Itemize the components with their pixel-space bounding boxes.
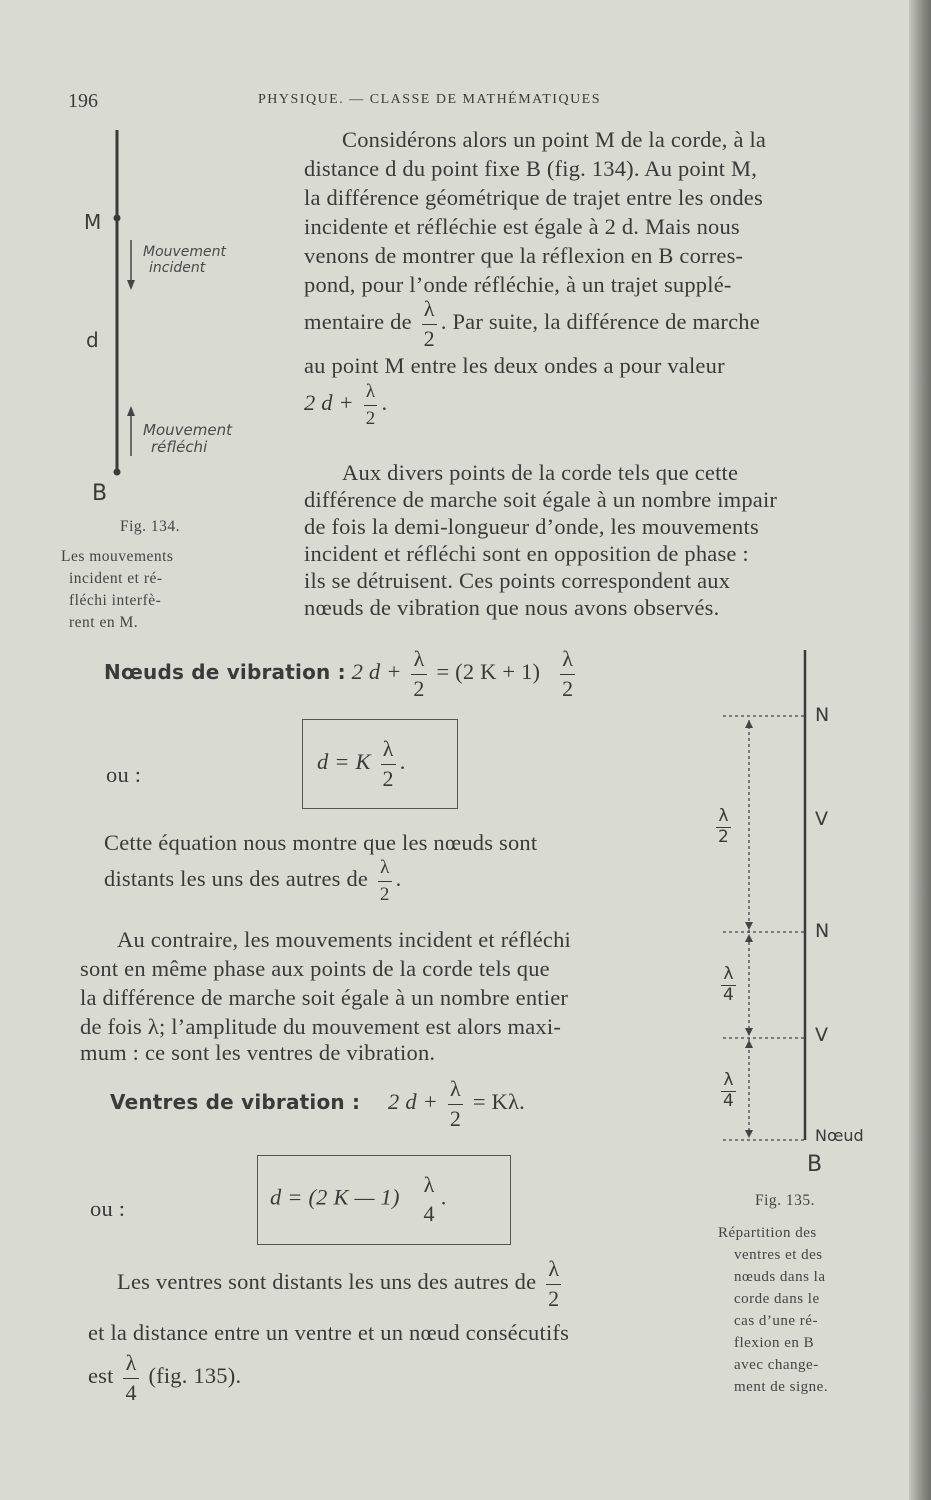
- reflected-label: [143, 422, 232, 457]
- caption-line: ment de signe.: [734, 1379, 829, 1395]
- fig135-label-b: B: [807, 1152, 823, 1177]
- boxed-eq2-end: .: [440, 1184, 447, 1210]
- text-line: et la distance entre un ventre et un nœud consécutifs: [88, 1320, 570, 1345]
- denominator: 4: [423, 1201, 435, 1226]
- fig135-label-node: Nœud: [815, 1126, 864, 1145]
- ventres-equation-left: 2 d +: [388, 1089, 438, 1115]
- text-line: sont en même phase aux points de la corde tels que: [80, 956, 550, 981]
- denominator: 4: [723, 1091, 734, 1111]
- text-fragment: (fig. 135).: [148, 1363, 242, 1389]
- text-line: ils se détruisent. Ces points correspondent aux: [304, 568, 731, 593]
- caption-line: ventres et des: [734, 1247, 823, 1263]
- boxed-eq2-lhs: d = (2 K — 1): [270, 1184, 400, 1210]
- fig135-label-v1: V: [815, 808, 828, 830]
- text-line: Cette équation nous montre que les nœuds sont: [104, 830, 538, 855]
- label-d: d: [86, 328, 99, 352]
- text-fragment: .: [395, 866, 402, 892]
- fraction-lambda-over-2: [378, 858, 392, 904]
- ventres-equation: [110, 1078, 525, 1130]
- equation-box-2: [257, 1155, 511, 1245]
- text-fragment: distants les uns des autres de: [104, 866, 369, 892]
- dimension-arrowhead: [745, 922, 753, 930]
- denominator: 2: [449, 1106, 462, 1131]
- text-line: Au contraire, les mouvements incident et réfléchi: [117, 927, 572, 952]
- numerator: λ: [413, 646, 425, 671]
- nodes-equation-left: 2 d +: [351, 659, 402, 685]
- fig135-label-n2: N: [815, 920, 830, 942]
- fig135-label-n1: N: [815, 704, 830, 726]
- denominator: 4: [125, 1380, 137, 1405]
- denominator: 2: [562, 676, 574, 701]
- text-line-with-fraction: [104, 858, 401, 904]
- text-line: de fois la demi-longueur d’onde, les mouvements: [304, 514, 759, 539]
- fraction-lambda-over-2: [381, 738, 396, 790]
- boxed-equation-2: [270, 1174, 447, 1225]
- caption-line: Répartition des: [718, 1225, 817, 1241]
- incident-label-line: incident: [149, 260, 206, 277]
- fraction-lambda-over-4: [721, 966, 736, 1004]
- equation-line: [304, 382, 387, 428]
- fraction-lambda-over-2: [716, 808, 731, 846]
- numerator: λ: [380, 857, 390, 878]
- dimension-arrowhead: [745, 1040, 753, 1048]
- nodes-equation-mid: = (2 K + 1): [436, 659, 541, 685]
- fig135-dim-lambda-over-2: [716, 808, 731, 846]
- dimension-arrowhead: [745, 1028, 753, 1036]
- denominator: 2: [378, 881, 392, 904]
- denominator: 4: [723, 985, 734, 1005]
- ou-label-1: ou :: [106, 762, 142, 787]
- text-line: nœuds de vibration que nous avons observés.: [304, 595, 720, 620]
- text-line: au point M entre les deux ondes a pour valeur: [304, 353, 725, 378]
- text-line: pond, pour l’onde réfléchie, à un trajet supplé-: [304, 272, 732, 297]
- incident-label: [143, 244, 226, 276]
- denominator: 2: [413, 676, 425, 701]
- expr-left: 2 d +: [304, 390, 354, 416]
- text-line: Considérons alors un point M de la corde, à la: [342, 127, 767, 152]
- dimension-arrowhead: [745, 720, 753, 728]
- nodes-equation-label: Nœuds de vibration :: [104, 660, 346, 685]
- text-line: de fois λ; l’amplitude du mouvement est alors maxi-: [80, 1014, 562, 1039]
- denominator: 2: [423, 326, 435, 351]
- text-line: la différence de marche soit égale à un nombre entier: [80, 985, 569, 1010]
- fig134-caption: [61, 546, 249, 634]
- caption-line: corde dans le: [734, 1291, 820, 1307]
- label-b: B: [92, 481, 108, 506]
- text-line: mum : ce sont les ventres de vibration.: [80, 1040, 436, 1065]
- point-b-dot: [114, 469, 121, 476]
- denominator: 2: [382, 766, 394, 791]
- text-line-with-fraction: [304, 298, 760, 350]
- caption-line: Les mouvements: [61, 548, 174, 565]
- text-fragment: Les ventres sont distants les uns des autres de: [117, 1269, 537, 1295]
- fig135-label-v2: V: [815, 1024, 828, 1046]
- page-number: 196: [68, 90, 98, 112]
- label-m: M: [84, 210, 102, 234]
- numerator: λ: [718, 806, 729, 826]
- ventres-equation-right: = Kλ.: [472, 1089, 525, 1115]
- boxed-eq1-lhs: d = K: [317, 749, 371, 775]
- fraction-lambda-over-4: [721, 1072, 736, 1110]
- equation-box-1: [302, 719, 458, 809]
- numerator: λ: [562, 646, 574, 671]
- numerator: λ: [723, 964, 734, 984]
- nodes-equation: [104, 648, 579, 700]
- fraction-lambda-over-2: [422, 298, 437, 350]
- fraction-lambda-over-2: [560, 648, 575, 700]
- text-line: la différence géométrique de trajet entre les ondes: [304, 185, 763, 210]
- fraction-lambda-over-4: [123, 1352, 138, 1404]
- ventres-equation-label: Ventres de vibration :: [110, 1090, 361, 1115]
- numerator: λ: [125, 1350, 137, 1375]
- numerator: λ: [449, 1076, 461, 1101]
- fraction-lambda-over-2: [411, 648, 426, 700]
- text-line-with-fraction: [117, 1258, 565, 1310]
- incident-label-line: Mouvement: [143, 244, 227, 260]
- boxed-equation-1: [317, 738, 406, 790]
- fraction-lambda-over-2: [546, 1258, 561, 1310]
- text-line: venons de montrer que la réflexion en B corres-: [304, 243, 744, 268]
- text-fragment: mentaire de: [304, 309, 412, 335]
- caption-line: nœuds dans la: [734, 1269, 826, 1285]
- numerator: λ: [365, 381, 376, 402]
- fig135-caption-title: Fig. 135.: [755, 1192, 816, 1209]
- caption-line: avec change-: [734, 1357, 819, 1373]
- numerator: λ: [423, 1172, 435, 1197]
- text-fragment: est: [88, 1363, 114, 1389]
- text-line: distance d du point fixe B (fig. 134). Au point M,: [304, 156, 758, 181]
- fig135-dim-lambda-over-4: [721, 966, 736, 1004]
- text-line: incidente et réfléchie est égale à 2 d. Mais nous: [304, 214, 740, 239]
- denominator: 2: [718, 827, 729, 847]
- caption-line: incident et ré-: [69, 570, 163, 587]
- fig134-caption-title: Fig. 134.: [120, 518, 181, 535]
- caption-line: flexion en B: [734, 1335, 815, 1351]
- text-fragment: . Par suite, la différence de marche: [440, 309, 760, 335]
- numerator: λ: [382, 736, 394, 761]
- page-edge-shadow: [909, 0, 931, 1500]
- fig135-caption: [718, 1222, 878, 1398]
- boxed-eq1-end: .: [399, 749, 406, 775]
- point-m-dot: [114, 215, 121, 222]
- text-line: différence de marche soit égale à un nombre impair: [304, 487, 778, 512]
- dimension-arrowhead: [745, 1130, 753, 1138]
- caption-line: rent en M.: [69, 614, 139, 631]
- denominator: 2: [548, 1286, 560, 1311]
- dimension-arrowhead: [745, 934, 753, 942]
- fraction-lambda-over-2: [448, 1078, 463, 1130]
- text-line: incident et réfléchi sont en opposition de phase :: [304, 541, 749, 566]
- reflected-label-line: réfléchi: [151, 438, 208, 457]
- denominator: 2: [364, 405, 378, 428]
- fraction-lambda-over-2: [364, 382, 378, 428]
- caption-line: cas d’une ré-: [734, 1313, 818, 1329]
- numerator: λ: [423, 296, 435, 321]
- numerator: λ: [548, 1256, 560, 1281]
- numerator: λ: [723, 1070, 734, 1090]
- caption-line: fléchi interfè-: [69, 592, 162, 609]
- running-title: PHYSIQUE. — CLASSE DE MATHÉMATIQUES: [258, 92, 602, 107]
- ou-label-2: ou :: [90, 1196, 126, 1221]
- expr-end: .: [381, 390, 388, 416]
- text-line-with-fraction: [88, 1352, 241, 1404]
- text-line: Aux divers points de la corde tels que cette: [342, 460, 739, 485]
- fraction-lambda-over-4: [422, 1174, 437, 1225]
- reflected-label-line: Mouvement: [143, 421, 232, 439]
- fig135-dim-lambda-over-4: [721, 1072, 736, 1110]
